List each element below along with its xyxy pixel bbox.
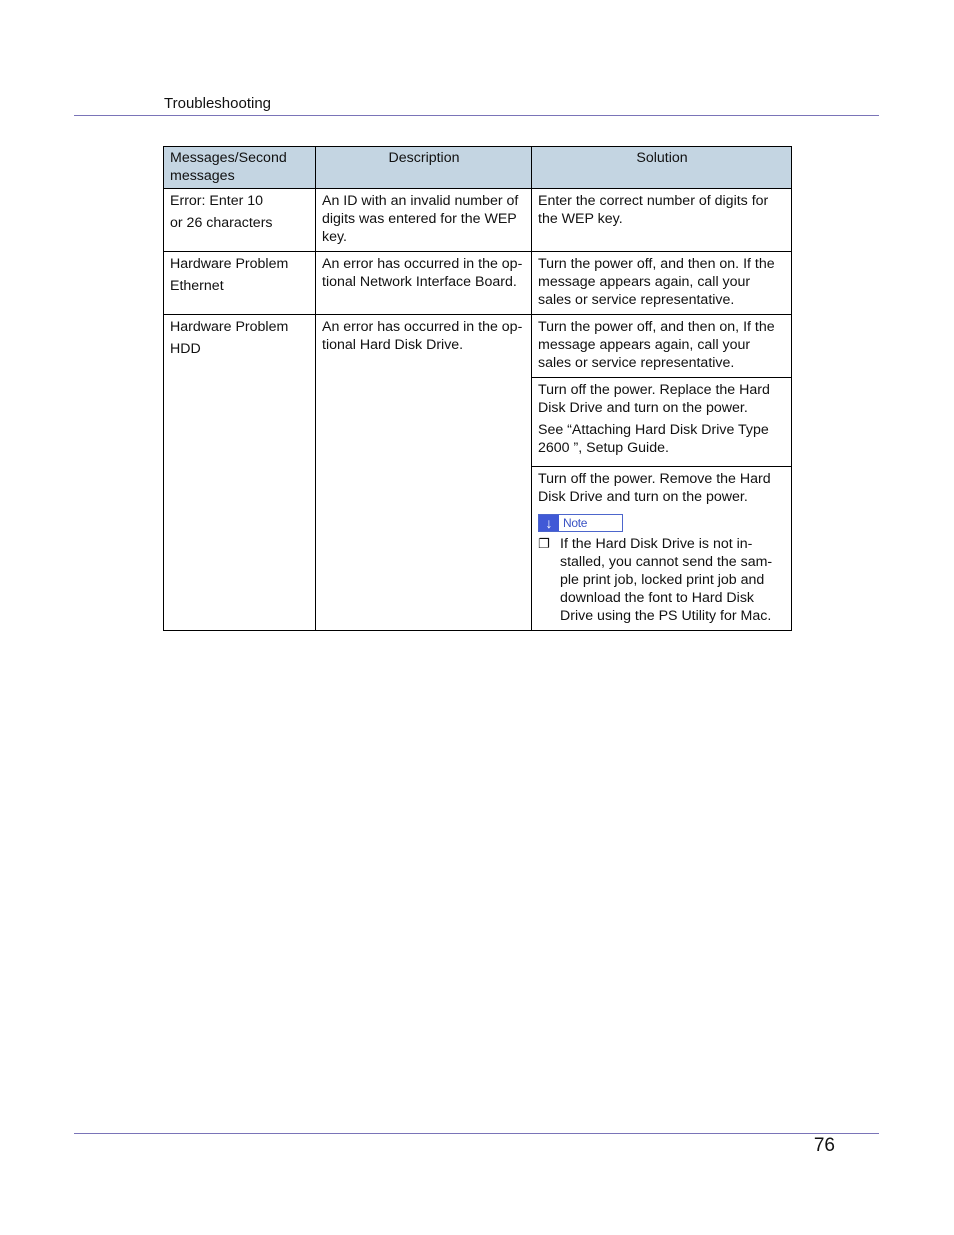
message-text: Hardware Problem xyxy=(170,256,289,272)
description-cell: An ID with an invalid number of digits was entered for the WEP key. xyxy=(316,189,532,252)
down-arrow-icon: ↓ xyxy=(539,515,559,531)
solution-cell: Turn the power off, and then on, If the message appears again, call your sales or service representative. xyxy=(532,315,792,378)
solution-cell xyxy=(532,467,792,631)
reference-text: See “Attaching Hard Disk Drive Type 2600 ”, Setup Guide. xyxy=(538,422,769,456)
message-cell xyxy=(164,189,316,252)
footer-rule xyxy=(74,1133,879,1134)
message-text: Hardware Problem xyxy=(170,319,289,335)
note-item-text: If the Hard Disk Drive is not in-stalled, you cannot send the sam-ple print job, locked print job and download the font to Hard Disk Drive using the PS Utility for Mac. xyxy=(560,536,773,624)
column-header-messages: Messages/Second messages xyxy=(164,147,316,189)
message-cell xyxy=(164,315,316,631)
description-cell: An error has occurred in the op-tional Network Interface Board. xyxy=(316,252,532,315)
table-header-row xyxy=(164,147,792,189)
checkbox-bullet-icon: ❐ xyxy=(538,536,550,551)
page-number: 76 xyxy=(813,1135,835,1156)
table-row xyxy=(164,252,792,315)
solution-cell: Turn the power off, and then on. If the message appears again, call your sales or service representative. xyxy=(532,252,792,315)
note-badge xyxy=(538,514,623,532)
second-message-text: HDD xyxy=(170,341,201,357)
description-cell: An error has occurred in the op-tional Hard Disk Drive. xyxy=(316,315,532,631)
solution-text: Turn off the power. Remove the Hard Disk Drive and turn on the power. xyxy=(538,471,771,505)
second-message-text: Ethernet xyxy=(170,278,224,294)
column-header-solution: Solution xyxy=(532,147,792,189)
header-rule xyxy=(74,115,879,116)
note-label: Note xyxy=(563,516,588,530)
solution-cell xyxy=(532,378,792,467)
solution-text: Turn off the power. Replace the Hard Disk Drive and turn on the power. xyxy=(538,382,770,416)
note-item xyxy=(538,535,786,625)
troubleshooting-table xyxy=(163,146,792,631)
message-cell xyxy=(164,252,316,315)
second-message-text: or 26 characters xyxy=(170,215,273,231)
column-header-description: Description xyxy=(316,147,532,189)
table-row xyxy=(164,315,792,378)
table-row xyxy=(164,189,792,252)
solution-cell: Enter the correct number of digits for the WEP key. xyxy=(532,189,792,252)
message-text: Error: Enter 10 xyxy=(170,193,264,209)
running-header: Troubleshooting xyxy=(164,95,272,112)
